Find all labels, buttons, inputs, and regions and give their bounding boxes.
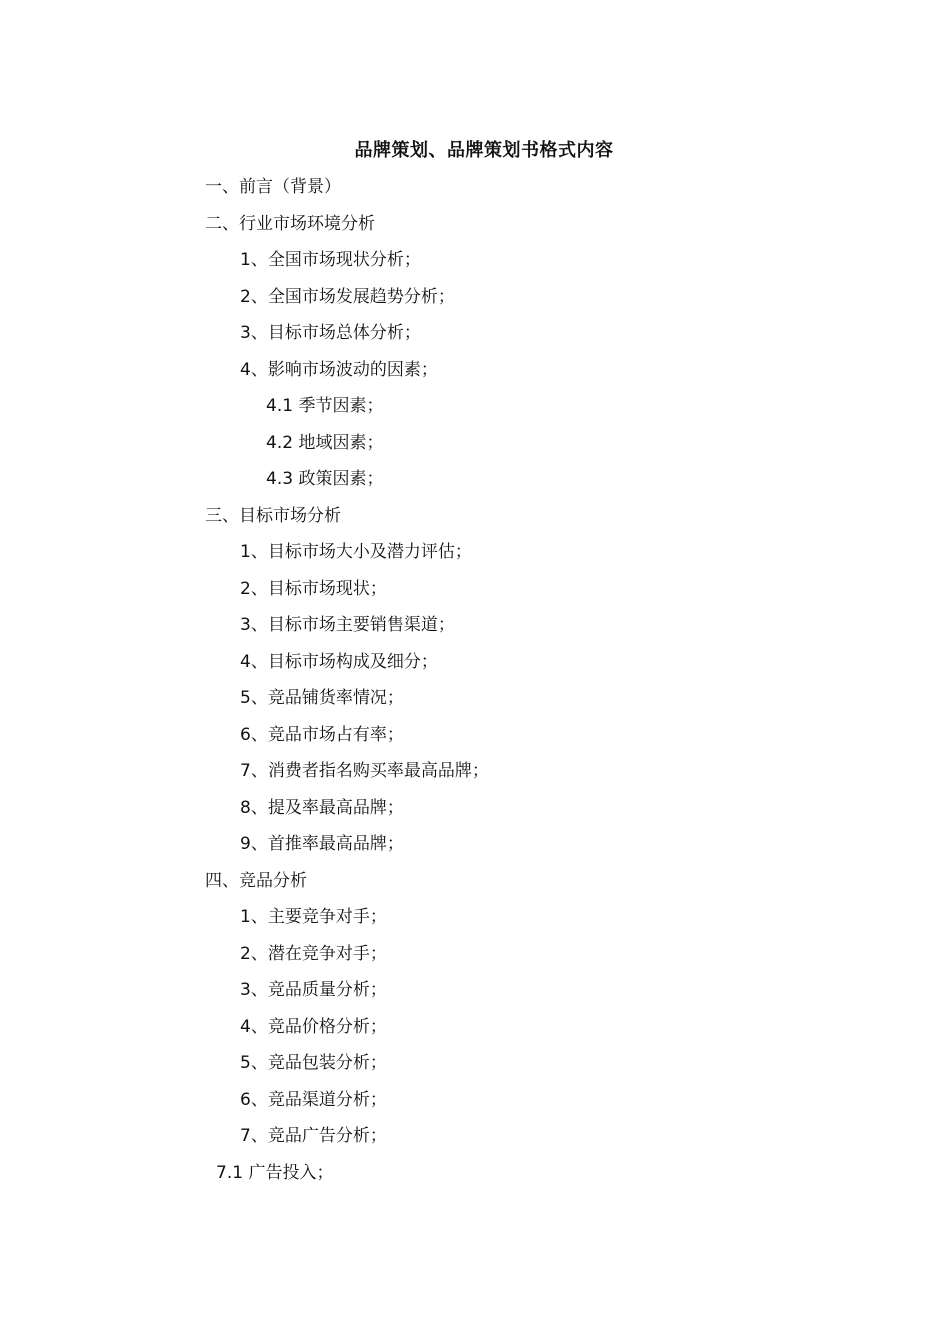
outline-item-level-2: 6、竞品渠道分析； [240,1090,387,1110]
outline-item-level-2: 5、竞品包装分析； [240,1053,387,1073]
outline-item-level-2: 9、首推率最高品牌； [240,834,404,854]
outline-item-level-2: 1、目标市场大小及潜力评估； [240,542,472,562]
document-title: 品牌策划、品牌策划书格式内容 [354,140,614,161]
outline-item-level-2: 4、目标市场构成及细分； [240,652,438,672]
outline-item-level-2: 6、竞品市场占有率； [240,725,404,745]
outline-item-level-2: 1、全国市场现状分析； [240,250,421,270]
outline-item-level-2: 3、竞品质量分析； [240,980,387,1000]
outline-item-level-2: 4、影响市场波动的因素； [240,360,438,380]
outline-item-level-2: 2、潜在竞争对手； [240,944,387,964]
outline-item-level-1: 四、竞品分析 [205,871,307,891]
outline-item-level-2: 3、目标市场总体分析； [240,323,421,343]
outline-item-level-2: 2、全国市场发展趋势分析； [240,287,455,307]
outline-item-level-2: 2、目标市场现状； [240,579,387,599]
outline-item-level-1: 三、目标市场分析 [205,506,341,526]
outline-item-level-3: 4.2 地域因素； [266,433,384,453]
outline-item-level-2: 4、竞品价格分析； [240,1017,387,1037]
outline-item-level-2: 1、主要竞争对手； [240,907,387,927]
outline-item-level-1: 一、前言（背景） [205,177,341,197]
outline-item-level-2: 3、目标市场主要销售渠道； [240,615,455,635]
outline-item-level-4: 7.1 广告投入； [216,1163,334,1183]
outline-item-level-1: 二、行业市场环境分析 [205,214,375,234]
outline-item-level-3: 4.3 政策因素； [266,469,384,489]
outline-item-level-2: 7、消费者指名购买率最高品牌； [240,761,489,781]
outline-item-level-3: 4.1 季节因素； [266,396,384,416]
outline-item-level-2: 8、提及率最高品牌； [240,798,404,818]
outline-item-level-2: 5、竞品铺货率情况； [240,688,404,708]
outline-item-level-2: 7、竞品广告分析； [240,1126,387,1146]
